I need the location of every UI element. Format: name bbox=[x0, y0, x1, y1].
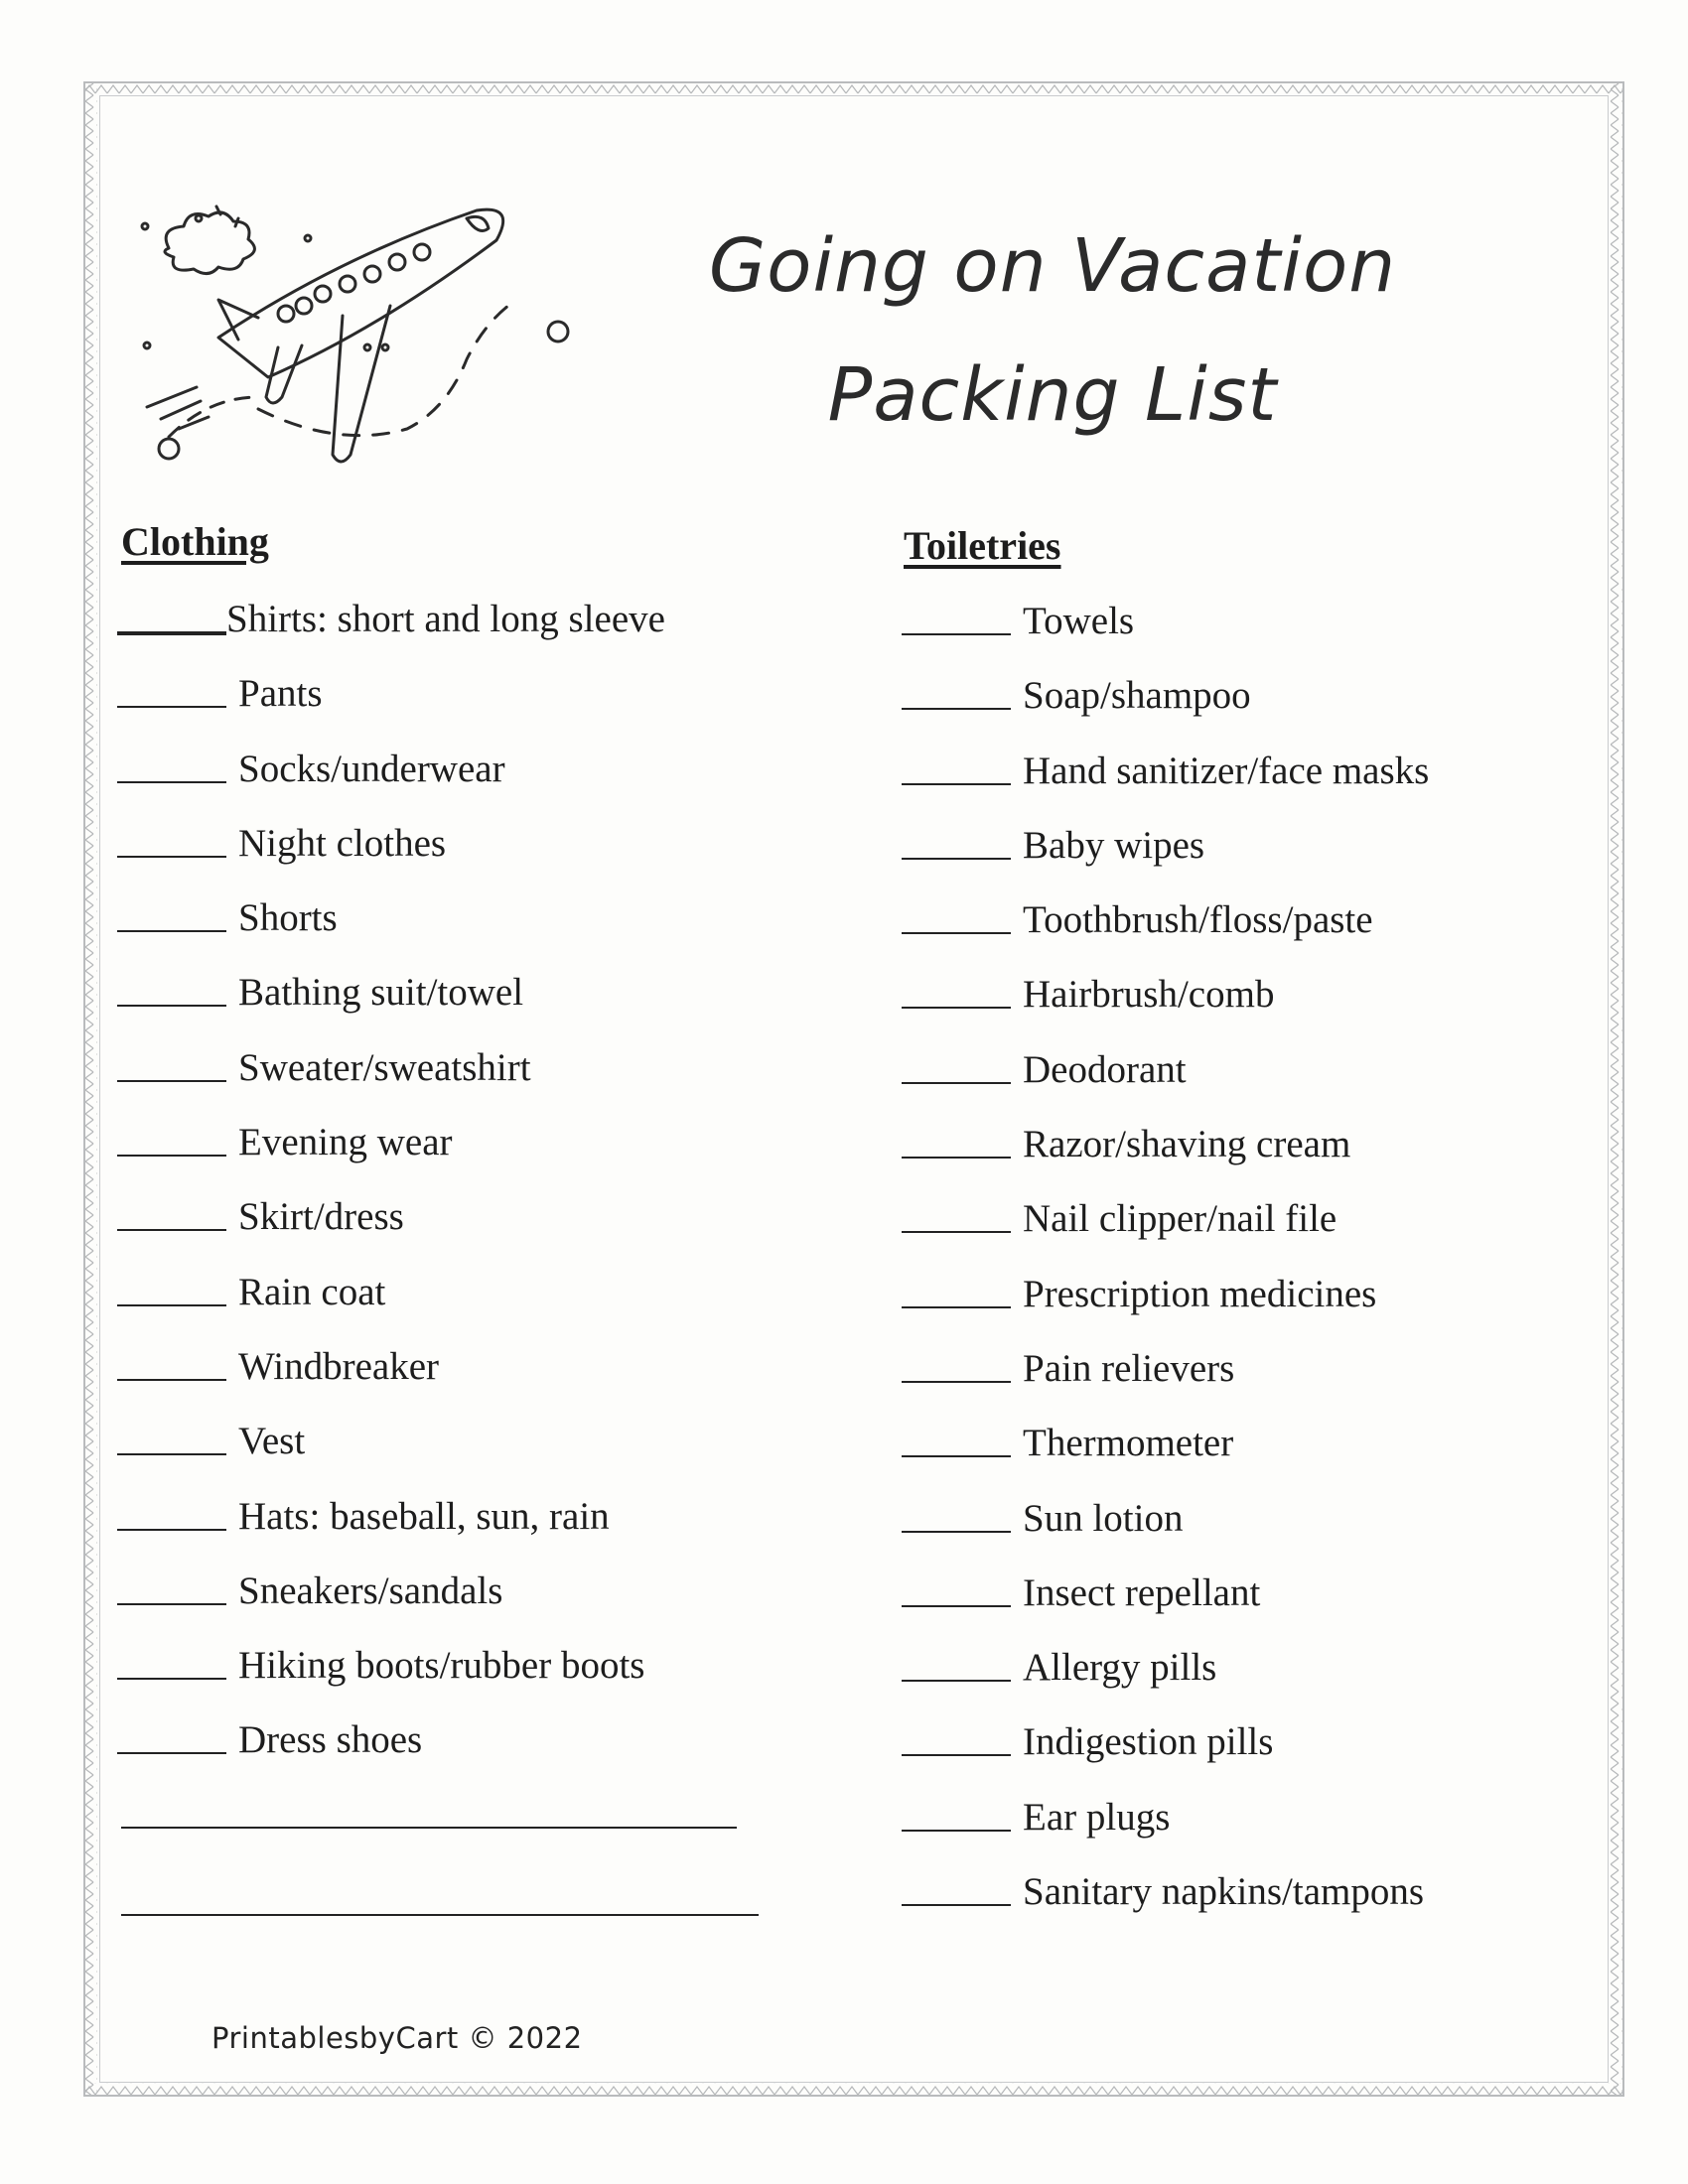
list-item bbox=[902, 892, 1429, 967]
list-item bbox=[902, 1416, 1429, 1490]
copyright-footer: PrintablesbyCart © 2022 bbox=[211, 2021, 583, 2055]
item-label: Night clothes bbox=[238, 821, 447, 865]
checkbox-blank[interactable] bbox=[117, 1343, 226, 1381]
checkbox-blank[interactable] bbox=[117, 1716, 226, 1754]
page-title-line-1: Going on Vacation bbox=[708, 223, 1397, 309]
item-label: Vest bbox=[238, 1420, 306, 1463]
item-label: Sanitary napkins/tampons bbox=[1023, 1870, 1425, 1914]
airplane-illustration-icon bbox=[139, 199, 596, 516]
checkbox-blank[interactable] bbox=[902, 1570, 1011, 1607]
list-item bbox=[117, 1115, 665, 1189]
checkbox-blank[interactable] bbox=[902, 748, 1011, 785]
checkbox-blank[interactable] bbox=[117, 1642, 226, 1680]
checkbox-blank[interactable] bbox=[117, 596, 226, 635]
item-label: Ear plugs bbox=[1023, 1795, 1171, 1839]
item-label: Baby wipes bbox=[1023, 823, 1205, 867]
item-label: Hand sanitizer/face masks bbox=[1023, 749, 1430, 792]
list-item bbox=[902, 1341, 1429, 1416]
list-item bbox=[117, 965, 665, 1039]
list-item bbox=[117, 890, 665, 965]
item-label: Dress shoes bbox=[238, 1718, 423, 1762]
item-label: Pants bbox=[238, 672, 323, 716]
checkbox-blank[interactable] bbox=[117, 820, 226, 858]
list-item bbox=[117, 1414, 665, 1488]
checkbox-blank[interactable] bbox=[902, 1345, 1011, 1383]
checkbox-blank[interactable] bbox=[902, 822, 1011, 860]
list-item bbox=[902, 1491, 1429, 1566]
clothing-heading: Clothing bbox=[121, 519, 269, 564]
item-label: Towels bbox=[1023, 600, 1135, 642]
item-label: Toothbrush/floss/paste bbox=[1023, 898, 1373, 942]
write-in-line[interactable] bbox=[121, 1914, 759, 1916]
item-label: Sneakers/sandals bbox=[238, 1569, 503, 1612]
checkbox-blank[interactable] bbox=[902, 1644, 1011, 1682]
item-label: Skirt/dress bbox=[238, 1195, 404, 1239]
checkbox-blank[interactable] bbox=[902, 1046, 1011, 1084]
page-title-line-2: Packing List bbox=[827, 352, 1278, 438]
item-label: Sun lotion bbox=[1023, 1496, 1184, 1540]
checkbox-blank[interactable] bbox=[902, 1420, 1011, 1457]
checkbox-blank[interactable] bbox=[117, 1193, 226, 1231]
item-label: Shirts: short and long sleeve bbox=[226, 598, 665, 640]
item-label: Thermometer bbox=[1023, 1422, 1234, 1465]
list-item bbox=[902, 1790, 1429, 1864]
list-item bbox=[902, 668, 1429, 743]
item-label: Hairbrush/comb bbox=[1023, 973, 1275, 1017]
list-item bbox=[902, 1191, 1429, 1266]
list-item bbox=[117, 1564, 665, 1638]
list-item bbox=[117, 1265, 665, 1339]
checkbox-blank[interactable] bbox=[902, 672, 1011, 710]
item-label: Hiking boots/rubber boots bbox=[238, 1644, 645, 1688]
checkbox-blank[interactable] bbox=[902, 971, 1011, 1009]
item-label: Razor/shaving cream bbox=[1023, 1123, 1351, 1166]
toiletries-list bbox=[902, 594, 1429, 1939]
list-item bbox=[117, 816, 665, 890]
list-item bbox=[902, 818, 1429, 892]
toiletries-heading: Toiletries bbox=[904, 523, 1061, 568]
list-item bbox=[902, 744, 1429, 818]
item-label: Soap/shampoo bbox=[1023, 674, 1251, 718]
list-item bbox=[902, 1640, 1429, 1714]
checkbox-blank[interactable] bbox=[117, 1493, 226, 1531]
checkbox-blank[interactable] bbox=[117, 969, 226, 1007]
item-label: Bathing suit/towel bbox=[238, 971, 524, 1015]
checkbox-blank[interactable] bbox=[902, 598, 1011, 635]
list-item bbox=[902, 594, 1429, 668]
list-item bbox=[117, 1040, 665, 1115]
item-label: Nail clipper/nail file bbox=[1023, 1197, 1337, 1241]
item-label: Rain coat bbox=[238, 1270, 386, 1313]
list-item bbox=[902, 967, 1429, 1041]
list-item bbox=[902, 1042, 1429, 1117]
checkbox-blank[interactable] bbox=[117, 1269, 226, 1306]
checkbox-blank[interactable] bbox=[117, 894, 226, 932]
list-item bbox=[117, 666, 665, 741]
list-item bbox=[117, 1489, 665, 1564]
list-item bbox=[902, 1714, 1429, 1789]
item-label: Windbreaker bbox=[238, 1344, 439, 1388]
item-label: Deodorant bbox=[1023, 1047, 1187, 1091]
checkbox-blank[interactable] bbox=[117, 746, 226, 783]
item-label: Sweater/sweatshirt bbox=[238, 1045, 531, 1089]
checkbox-blank[interactable] bbox=[117, 1044, 226, 1082]
list-item bbox=[902, 1566, 1429, 1640]
item-label: Pain relievers bbox=[1023, 1346, 1235, 1390]
list-item bbox=[117, 592, 665, 666]
list-item bbox=[902, 1864, 1429, 1939]
item-label: Socks/underwear bbox=[238, 747, 505, 790]
list-item bbox=[117, 1712, 665, 1787]
item-label: Evening wear bbox=[238, 1121, 453, 1164]
list-item bbox=[117, 1339, 665, 1414]
item-label: Allergy pills bbox=[1023, 1646, 1217, 1690]
item-label: Indigestion pills bbox=[1023, 1720, 1274, 1764]
item-label: Hats: baseball, sun, rain bbox=[238, 1494, 610, 1538]
checkbox-blank[interactable] bbox=[117, 1568, 226, 1605]
item-label: Shorts bbox=[238, 896, 338, 940]
checkbox-blank[interactable] bbox=[117, 1119, 226, 1157]
write-in-line[interactable] bbox=[121, 1827, 737, 1829]
checkbox-blank[interactable] bbox=[902, 1121, 1011, 1159]
checkbox-blank[interactable] bbox=[902, 1868, 1011, 1906]
checkbox-blank[interactable] bbox=[117, 1418, 226, 1455]
item-label: Prescription medicines bbox=[1023, 1272, 1377, 1315]
checkbox-blank[interactable] bbox=[902, 1495, 1011, 1533]
checkbox-blank[interactable] bbox=[902, 1271, 1011, 1308]
checkbox-blank[interactable] bbox=[902, 896, 1011, 934]
list-item bbox=[902, 1117, 1429, 1191]
checkbox-blank[interactable] bbox=[902, 1718, 1011, 1756]
list-item bbox=[902, 1267, 1429, 1341]
list-item bbox=[117, 1638, 665, 1712]
checkbox-blank[interactable] bbox=[902, 1195, 1011, 1233]
checkbox-blank[interactable] bbox=[117, 670, 226, 708]
list-item bbox=[117, 1189, 665, 1264]
list-item bbox=[117, 742, 665, 816]
clothing-list bbox=[117, 592, 665, 1788]
checkbox-blank[interactable] bbox=[902, 1794, 1011, 1832]
item-label: Insect repellant bbox=[1023, 1570, 1261, 1614]
